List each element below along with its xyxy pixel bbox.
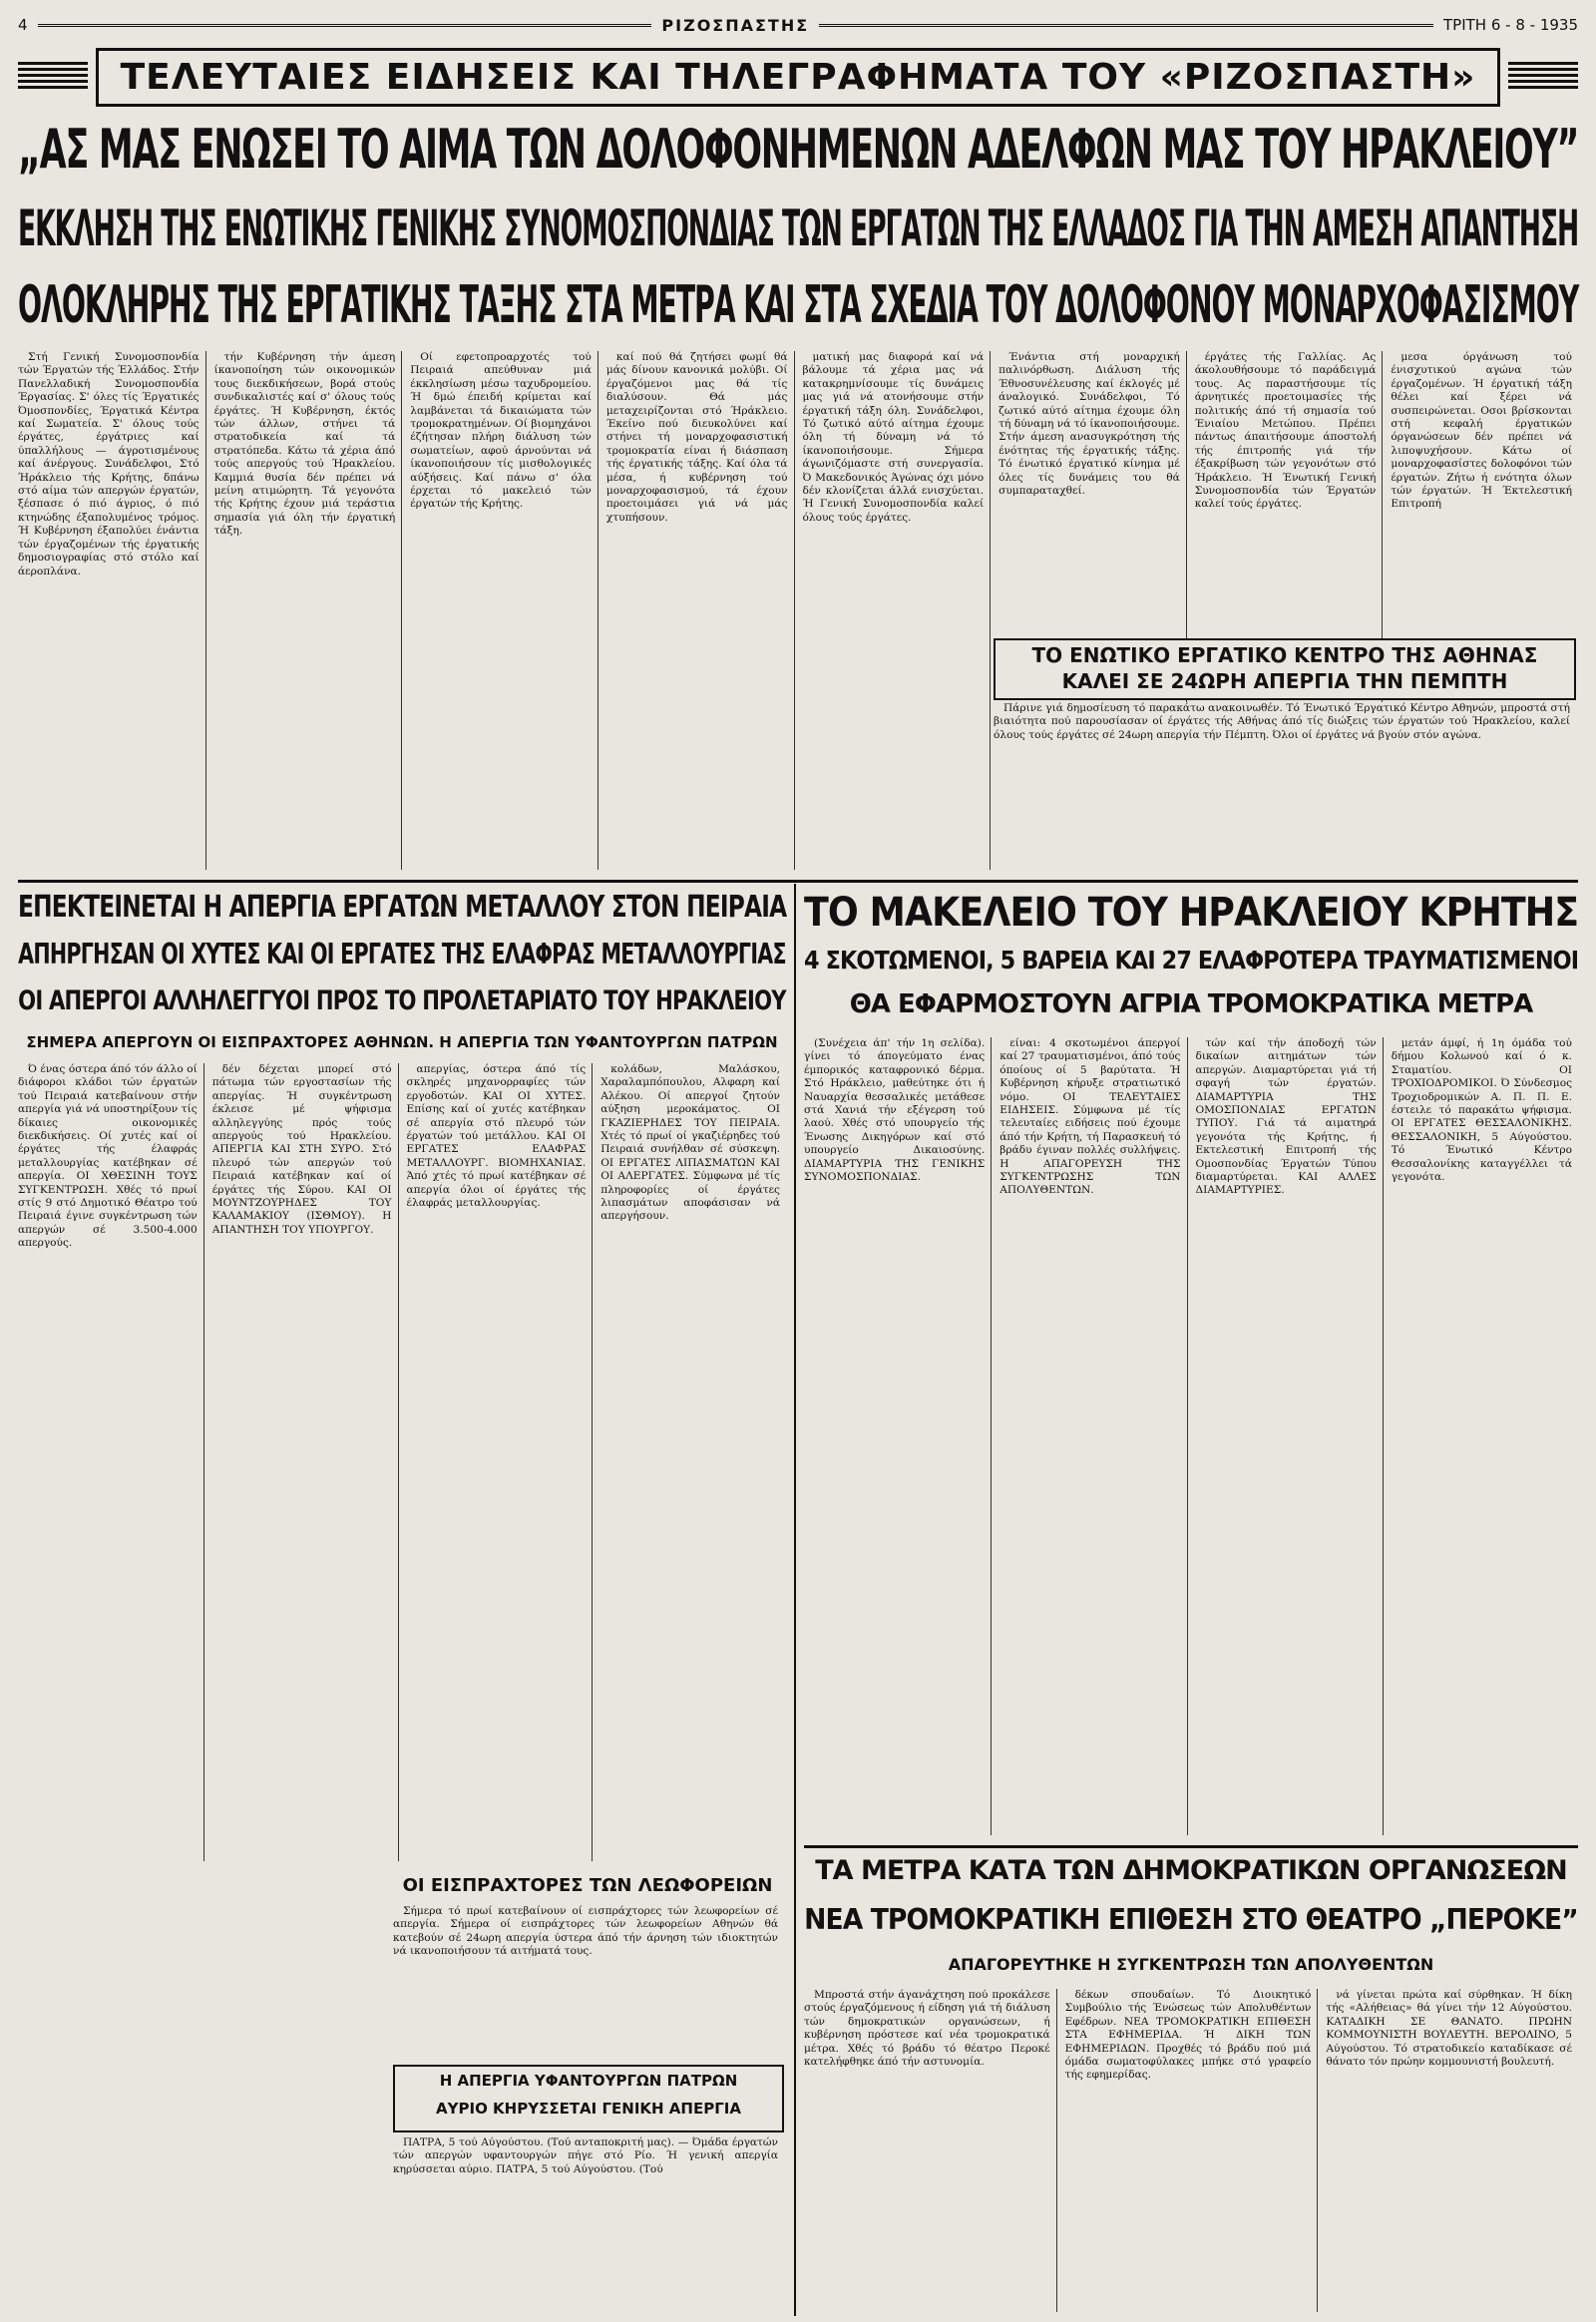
column-text: μεσα όργάνωση τού ένισχυτικού αγώνα τών έργαζομένων. Ή έργατική τάξη θέλει καί ξέρει νά συσπειρώνεται. Οσοι βρίσκονται στή κεφαλή έργατικών όργανώσεων δέν πρέπει νά λιποψυχήσουν. Κάτω οί μοναρχοφασίστες δολοφόνοι τών έργατών. Ζήτω ή ενότητα όλων τών έργατών. Ή Έκτελεστική Επιτροπή: [1391, 351, 1572, 511]
heraklion-column: [999, 1037, 1187, 1835]
column-text: καί πού θά ζητήσει φωμί θά μάς δίνουν κανονικά μολύβι. Οί έργαζόμενοι μας θά τίς διαλύσουν. Θά μάς μεταχειρίζονται στό Ήράκλειο. Έκείνο πού διευκολύνει καί στήνει τή μοναρχοφασιστική τρομοκρατία είναι ή διάσπαση τής έργατικής τάξης. Καί όλα τά μέσα, ή κυβέρνηση τού μοναρχοφασισμού, τά έχουν προετοιμάσει γιά νά μάς χτυπήσουν.: [605, 351, 788, 524]
column-text: έργάτες τής Γαλλίας. Ας άκολουθήσουμε τό παράδειγμά τους. Ας παραστήσουμε τίς άρνητικές προετοιμασίες τής πολιτικής άπό τή σημασία τού Ένιαίου Μετώπου. Πρέπει πάντως άπαιτήσουμε άποστολή τής έπιτροπής γιά τήν έξακρίβωση τών γεγονότων στό Ήράκλειο. Ή Ένωτική Γενική Συνομοσπονδία τών Έργατών καλεί τούς έργάτες.: [1194, 351, 1377, 511]
heraklion-subheadline-2: ΘΑ ΕΦΑΡΜΟΣΤΟΥΝ ΑΓΡΙΑ ΤΡΟΜΟΚΡΑΤΙΚΑ ΜΕΤΡΑ: [849, 989, 1533, 1019]
column-text: δέν δέχεται μπορεί στό πάτωμα τών εργοστασίων τής απεργίας. Ή συγκέντρωση έκλεισε μέ ψήφισμα αλληλεγγύης πρός τούς απεργούς τού Ηρακλείου. ΑΠΕΡΓΙΑ ΚΑΙ ΣΤΗ ΣΥΡΟ. Στό πλευρό τών απεργών τού Πειραιά κατέβηκαν καί οί έργάτες τής Σύρου. ΚΑΙ ΟΙ ΜΟΥΝΤΖΟΥΡΗΔΕΣ ΤΟΥ ΚΑΛΑΜΑΚΙΟΥ (ΙΣΘΜΟΥ). Η ΑΠΑΝΤΗΣΗ ΤΟΥ ΥΠΟΥΡΓΟΥ.: [211, 1063, 392, 1236]
piraeus-headline: ΕΠΕΚΤΕΙΝΕΤΑΙ Η ΑΠΕΡΓΙΑ ΕΡΓΑΤΩΝ ΜΕΤΑΛΛΟΥ ΣΤΟΝ ΠΕΙΡΑΙΑ: [18, 890, 787, 925]
patras-body: [393, 2136, 784, 2312]
masthead-bar: [18, 12, 1578, 38]
democratic-orgs-headline: ΤΑ ΜΕΤΡΑ ΚΑΤΑ ΤΩΝ ΔΗΜΟΚΡΑΤΙΚΩΝ ΟΡΓΑΝΩΣΕΩΝ: [815, 1855, 1567, 1886]
collectors-text: [393, 1905, 784, 2055]
piraeus-column: [18, 1063, 204, 1861]
column-text: ΠΑΤΡΑ, 5 τού Αύγούστου. (Τού ανταποκριτή μας). — Όμάδα έργατών τών απεργών υφαντουργών πήγε στό Ρίο. Ή γενική απεργία κηρύσσεται αύριο. ΠΑΤΡΑ, 5 τού Αύγούστου. (Τού: [393, 2136, 778, 2175]
column-text: τήν Κυβέρνηση τήν άμεση ίκανοποίηση τών οικονομικών τους διεκδικήσεων, βορά στούς συνδικαλιστές καί σ' όλους τούς έργάτες. Ή Κυβέρνηση, έκτός τών άλλων, στήνει τά στρατοδικεία καί τά στρατόπεδα. Κάτω τά χέρια άπό τούς απεργούς τού Ήρακλείου. Καμμιά θυσία δέν πρέπει νά μείνη ατιμώρητη. Τά γεγονότα τής Κρήτης έχουν μιά τεράστια σημασία γιά όλη τήν έργατική τάξη.: [213, 351, 396, 538]
democratic-orgs-body: [804, 1989, 1578, 2312]
main-story-column: [410, 351, 598, 870]
column-text: νά γίνεται πρώτα καί σύρθηκαν. Ή δίκη τής «Αλήθειας» θά γίνει τήν 12 Αύγούστου. ΚΑΤΑΔΙΚΗ ΣΕ ΘΑΝΑΤΟ. ΠΡΩΗΝ ΚΟΜΜΟΥΝΙΣΤΗ ΒΟΥΛΕΥΤΗ. ΒΕΡΟΛΙΝΟ, 5 Αύγούστου. Τό στρατοδικείο καταδίκασε σέ θάνατο τόν πρώην κομμουνιστή βουλευτή.: [1326, 1989, 1573, 2069]
athens-strike-text: [994, 702, 1576, 870]
column-text: απεργίας, όστερα άπό τίς σκληρές μηχανορραφίες τών εργοδοτών. ΚΑΙ ΟΙ ΧΥΤΕΣ. Επίσης καί οί χυτές κατέβηκαν σέ απεργία στό πλευρό τών έργατών τού μετάλλου. ΚΑΙ ΟΙ ΕΡΓΑΤΕΣ ΕΛΑΦΡΑΣ ΜΕΤΑΛΛΟΥΡΓ. ΒΙΟΜΗΧΑΝΙΑΣ. Άπό χτές τό πρωί κατέβηκαν σέ απεργία όλοι οί έργάτες τής έλαφράς μεταλλουργίας.: [406, 1063, 587, 1210]
piraeus-story-body: [18, 1063, 786, 1861]
newspaper-name: ΡΙΖΟΣΠΑΣΤΗΣ: [661, 15, 810, 35]
column-text: Σήμερα τό πρωί κατεβαίνουν οί εισπράχτορες τών λεωφορείων σέ απεργία. Σήμερα οί εισπράχτορες τών λεωφορείων Αθηνών θά κατεβούν σέ 24ωρη απεργία ύστερα άπό τήν άρνηση τών ιδιοκτητών νά ικανοποιήσουν τά αιτήματά τους.: [393, 1905, 778, 1958]
piraeus-column: [600, 1063, 786, 1861]
section-divider: [804, 1845, 1578, 1848]
heraklion-headline: ΤΟ ΜΑΚΕΛΕΙΟ ΤΟΥ ΗΡΑΚΛΕΙΟΥ ΚΡΗΤΗΣ: [804, 890, 1579, 936]
democratic-orgs-column: [1065, 1989, 1319, 2312]
piraeus-subheadline-2: ΟΙ ΑΠΕΡΓΟΙ ΑΛΛΗΛΕΓΓΥΟΙ ΠΡΟΣ ΤΟ ΠΡΟΛΕΤΑΡΙΑΤΟ ΤΟΥ ΗΡΑΚΛΕΙΟΥ: [18, 985, 786, 1016]
column-text: Ένάντια στή μοναρχική παλινόρθωση. Διάλυση τής Έθνοσυνέλευσης καί έκλογές μέ άναλογικό. Συνάδελφοι, Τό ζωτικό αύτό αίτημα έχουμε όλη τή δύναμη νά τό ίκανοποιήσουμε. Στήν άμεση ανασυγκρότηση τής ένότητας τής έργατικής τάξης. Τό ένωτικό έργατικό κίνημα μέ όλες τίς δυνάμεις του θά συμπαραταχθεί.: [998, 351, 1180, 498]
athens-strike-title: ΤΟ ΕΝΩΤΙΚΟ ΕΡΓΑΤΙΚΟ ΚΕΝΤΡΟ ΤΗΣ ΑΘΗΝΑΣ ΚΑΛΕΙ ΣΕ 24ΩΡΗ ΑΠΕΡΓΙΑ ΤΗΝ ΠΕΜΠΤΗ: [994, 638, 1576, 700]
issue-date: ΤΡΙΤΗ 6 - 8 - 1935: [1443, 16, 1579, 34]
column-text: κολάδων, Μαλάσκου, Χαραλαμπόπουλου, Αλφαρη καί Αλέκου. Οί απεργοί ζητούν αύξηση μεροκάματος. ΟΙ ΓΚΑΖΙΕΡΗΔΕΣ ΤΟΥ ΠΕΙΡΑΙΑ. Χτές τό πρωί οί γκαζιέρηδες τού Πειραιά συνήλθαν σέ σύσκεψη. ΟΙ ΕΡΓΑΤΕΣ ΛΙΠΑΣΜΑΤΩΝ ΚΑΙ ΟΙ ΑΛΕΡΓΑΤΕΣ. Σύμφωνα μέ τίς πληροφορίες οί έργάτες λιπασμάτων αποφάσισαν νά απεργήσουν.: [600, 1063, 780, 1223]
banner-stripes-right: [1508, 62, 1578, 92]
section-banner: [18, 48, 1578, 106]
masthead-rule-right: [819, 24, 1433, 27]
patras-subtitle: ΑΥΡΙΟ ΚΗΡΥΣΣΕΤΑΙ ΓΕΝΙΚΗ ΑΠΕΡΓΙΑ: [436, 2100, 741, 2118]
collectors-body: [393, 1905, 784, 2055]
banner-stripes-left: [18, 62, 88, 92]
democratic-orgs-subheadline: ΝΕΑ ΤΡΟΜΟΚΡΑΤΙΚΗ ΕΠΙΘΕΣΗ ΣΤΟ ΘΕΑΤΡΟ „ΠΕΡΟΚΕ”: [804, 1903, 1578, 1936]
heraklion-column: [804, 1037, 992, 1835]
column-text: τών καί τήν άποδοχή τών δικαίων αιτημάτων τών απεργών. Διαμαρτύρεται γιά τή σφαγή τών έργατών. ΔΙΑΜΑΡΤΥΡΙΑ ΤΗΣ ΟΜΟΣΠΟΝΔΙΑΣ ΕΡΓΑΤΩΝ ΤΥΠΟΥ. Γιά τά αιματηρά γεγονότα τής Κρήτης, ή Εκτελεστική Επιτροπή τής Ομοσπονδίας Έργατών Τύπου διαμαρτύρεται. ΚΑΙ ΑΛΛΕΣ ΔΙΑΜΑΡΤΥΡΙΕΣ.: [1195, 1037, 1377, 1197]
column-text: Στή Γενική Συνομοσπονδία τών Έργατών τής Έλλάδος. Στήν Πανελλαδική Συνομοσπονδία Έργασίας. Σ' όλες τίς Έργατικές Όμοσπονδίες, Έργατικά Κέντρα καί Σωματεία. Σ' όλους τούς έργάτες, έργάτριες καί ύπαλλήλους — άγροτισμένους καί άνέργους. Συνάδελφοι, Στό Ήράκλειο τής Κρήτης, δπάνω στό αίμα τών απεργών έργατών, ξέσπασε ό πιό άγριος, ό πιό κτηνώδης έξαπολυμένος τρόμος. Ή Κυβέρνηση έξαπολύει ένάντια τών έργαζομένων τής έργατικής δημοσιογραφίας στό στόλο καί άεροπλάνα.: [18, 351, 200, 578]
column-text: μετάν άμφί, ή 1η όμάδα τού δήμου Κολωνού καί ό κ. Σταματίου. ΟΙ ΤΡΟΧΙΟΔΡΟΜΙΚΟΙ. Ό Σύνδεσμος Τροχιοδρομικών Α. Π. Π. Ε. έστειλε τό παρακάτω ψήφισμα. ΟΙ ΕΡΓΑΤΕΣ ΘΕΣΣΑΛΟΝΙΚΗΣ. ΘΕΣΣΑΛΟΝΙΚΗ, 5 Αύγούστου. Τό Ένωτικό Κέντρο Θεσσαλονίκης καταγγέλλει τά γεγονότα.: [1391, 1037, 1572, 1184]
patras-title: Η ΑΠΕΡΓΙΑ ΥΦΑΝΤΟΥΡΓΩΝ ΠΑΤΡΩΝ: [439, 2072, 738, 2090]
patras-box-title: [393, 2065, 784, 2132]
heraklion-column: [1196, 1037, 1384, 1835]
column-text: είναι: 4 σκοτωμένοι άπεργοί καί 27 τραυματισμένοι, άπό τούς όποίους οί 5 βαρύτατα. Ή Κυβέρνηση κήρυξε στρατιωτικό νόμο. ΟΙ ΤΕΛΕΥΤΑΙΕΣ ΕΙΔΗΣΕΙΣ. Σύμφωνα μέ τίς τελευταίες ειδήσεις πού έχουμε άπό τήν Κρήτη, τή Παρασκευή τό βράδυ έγιναν πολλές συλλήψεις. Η ΑΠΑΓΟΡΕΥΣΗ ΤΗΣ ΣΥΓΚΕΝΤΡΩΣΗΣ ΤΩΝ ΑΠΟΛΥΘΕΝΤΩΝ.: [999, 1037, 1181, 1197]
democratic-orgs-column: [804, 1989, 1057, 2312]
column-text: Μπροστά στήν άγανάχτηση πού προκάλεσε στούς έργαζόμενους ή είδηση γιά τή διάλυση τών δημοκρατικών οργανώσεων, ή κυβέρνηση πρόστεσε καί νέα τρομοκρατικά μέτρα. Χθές τό βράδυ τό θέατρο Περοκέ κατελήφθηκε άπό τήν αστυνομία.: [804, 1989, 1050, 2069]
column-text: Οί εφετοπροαρχοτές τού Πειραιά απεύθυναν μιά έκκλησίωση μέσω ταχυδρομείου. Ή δμώ έπειδή κρίμεται καί λαμβάνεται τά δικαιώματα τών τρομοκρατημένων. Οί βιομηχάνοι έζήτησαν πλήρη διάλυση τών σωματείων, αφού άρνούνται νά ίκανοποιήσουν τίς μισθολογικές αύξήσεις. Καί πάνω σ' όλα έρχεται τό μακελειό τών έργατών τής Κρήτης.: [410, 351, 592, 511]
column-divider: [794, 884, 796, 2316]
main-headline: „ΑΣ ΜΑΣ ΕΝΩΣΕΙ ΤΟ ΑΙΜΑ ΤΩΝ ΔΟΛΟΦΟΝΗΜΕΝΩΝ ΑΔΕΛΦΩΝ ΜΑΣ ΤΟΥ ΗΡΑΚΛΕΙΟΥ”: [18, 118, 1579, 181]
column-text: Ό ένας όστερα άπό τόν άλλο οί διάφοροι κλάδοι τών έργατών τού Πειραιά κατεβαίνουν στήν απεργία γιά νά υποστηρίξουν τίς δίκαιες οικονομικές διεκδικήσεις. Οί χυτές καί οί έργάτες τής έλαφράς μεταλλουργίας κατέβηκαν σέ απεργία. ΟΙ ΧΘΕΣΙΝΗ ΤΟΥΣ ΣΥΓΚΕΝΤΡΩΣΗ. Χθές τό πρωί στίς 9 στό Δημοτικό Θέατρο τού Πειραιά έγινε συγκέντρωση τών απεργών σέ 3.500-4.000 απεργούς.: [18, 1063, 198, 1250]
athens-strike-body: [994, 702, 1576, 870]
column-text: δέκων σπουδαίων. Τό Διοικητικό Συμβούλιο τής Ένώσεως τών Απολυθέντων Εφέδρων. ΝΕΑ ΤΡΟΜΟΚΡΑΤΙΚΗ ΕΠΙΘΕΣΗ ΣΤΑ ΕΦΗΜΕΡΙΔΑ. Ή ΔΙΚΗ ΤΩΝ ΕΦΗΜΕΡΙΔΩΝ. Προχθές τό βράδυ πού μιά όμάδα σωματοφύλακες μπήκε στό γραφείο τής εφημερίδας.: [1064, 1989, 1312, 2082]
section-divider: [18, 880, 1578, 883]
column-text: (Συνέχεια άπ' τήν 1η σελίδα). γίνει τό άπογεύματο ένας έμπορικός καταφρονικό δέρμα. Στό Ηράκλειο, μαθεύτηκε ότι ή Ναυαρχία θεσσαλικές μετάθεσε στά Χανιά τήν εξέγερση τού λαού. Χθές στό υπουργείο τής Ένωσης Δικηγόρων καί στό υπουργείο Δικαιοσύνης. ΔΙΑΜΑΡΤΥΡΙΑ ΤΗΣ ΓΕΝΙΚΗΣ ΣΥΝΟΜΟΣΠΟΝΔΙΑΣ.: [804, 1037, 986, 1184]
heraklion-column: [1392, 1037, 1578, 1835]
column-text: Πάρινε γιά δημοσίευση τό παρακάτω ανακοινωθέν. Τό Ένωτικό Έργατικό Κέντρο Αθηνών, μπροστά στή βιαιότητα πού παρουσίασαν οί έργάτες τής Αθήνας άπό τίς διώξεις τών έργατών τού Ήρακλείου, καλεί όλους τούς έργάτες σέ 24ωρη απεργία τήν Πέμπτη. Όλοι οί έργάτες νά βγούν στόν αγώνα.: [994, 702, 1570, 741]
piraeus-subheadline-3: ΣΗΜΕΡΑ ΑΠΕΡΓΟΥΝ ΟΙ ΕΙΣΠΡΑΧΤΟΡΕΣ ΑΘΗΝΩΝ. Η ΑΠΕΡΓΙΑ ΤΩΝ ΥΦΑΝΤΟΥΡΓΩΝ ΠΑΤΡΩΝ: [26, 1033, 778, 1051]
piraeus-subheadline-1: ΑΠΗΡΓΗΣΑΝ ΟΙ ΧΥΤΕΣ ΚΑΙ ΟΙ ΕΡΓΑΤΕΣ ΤΗΣ ΕΛΑΦΡΑΣ ΜΕΤΑΛΛΟΥΡΓΙΑΣ: [18, 938, 786, 970]
patras-text: [393, 2136, 784, 2312]
main-story-column: [803, 351, 992, 870]
heraklion-story-body: [804, 1037, 1578, 1835]
page-number: 4: [18, 16, 28, 34]
heraklion-subheadline-1: 4 ΣΚΟΤΩΜΕΝΟΙ, 5 ΒΑΡΕΙΑ ΚΑΙ 27 ΕΛΑΦΡΟΤΕΡΑ ΤΡΑΥΜΑΤΙΣΜΕΝΟΙ: [804, 946, 1579, 974]
piraeus-column: [407, 1063, 594, 1861]
democratic-orgs-column: [1326, 1989, 1578, 2312]
main-subheadline-1: ΕΚΚΛΗΣΗ ΤΗΣ ΕΝΩΤΙΚΗΣ ΓΕΝΙΚΗΣ ΣΥΝΟΜΟΣΠΟΝΔΙΑΣ ΤΩΝ ΕΡΓΑΤΩΝ ΤΗΣ ΕΛΛΑΔΟΣ ΓΙΑ ΤΗΝ ΑΜΕΣΗ ΑΠΑΝΤΗΣΗ: [18, 199, 1579, 257]
masthead-rule-left: [38, 24, 652, 27]
democratic-orgs-subhead: ΑΠΑΓΟΡΕΥΤΗΚΕ Η ΣΥΓΚΕΝΤΡΩΣΗ ΤΩΝ ΑΠΟΛΥΘΕΝΤΩΝ: [948, 1955, 1434, 1974]
column-text: ματική μας διαφορά καί νά βάλουμε τά χέρια μας νά κατακρημνίσουμε τίς δυνάμεις μας γιά νά ατονήσουμε στήν έργατική τάξη όλη. Συνάδελφοι, Τό ζωτικό αύτό αίτημα έχουμε όλη τή δύναμη νά τό ίκανοποιήσουμε. Σήμερα άγωνιζόμαστε στή συνεργασία. Ό Μακεδονικός Άγώνας όχι μόνο δέν κλονίζεται άλλά ενισχύεται. Ή Γενική Συνομοσπονδία καλεί όλους τούς έργάτες.: [802, 351, 985, 524]
main-story-column: [18, 351, 206, 870]
collectors-title: ΟΙ ΕΙΣΠΡΑΧΤΟΡΕΣ ΤΩΝ ΛΕΩΦΟΡΕΙΩΝ: [402, 1875, 773, 1896]
main-story-column: [214, 351, 403, 870]
main-story-column: [606, 351, 795, 870]
piraeus-column: [212, 1063, 399, 1861]
main-subheadline-2: ΟΛΟΚΛΗΡΗΣ ΤΗΣ ΕΡΓΑΤΙΚΗΣ ΤΑΞΗΣ ΣΤΑ ΜΕΤΡΑ ΚΑΙ ΣΤΑ ΣΧΕΔΙΑ ΤΟΥ ΔΟΛΟΦΟΝΟΥ ΜΟΝΑΡΧΟΦΑΣΙΣΜΟΥ: [18, 275, 1579, 335]
banner-title: ΤΕΛΕΥΤΑΙΕΣ ΕΙΔΗΣΕΙΣ ΚΑΙ ΤΗΛΕΓΡΑΦΗΜΑΤΑ ΤΟΥ «ΡΙΖΟΣΠΑΣΤΗ»: [96, 48, 1501, 107]
